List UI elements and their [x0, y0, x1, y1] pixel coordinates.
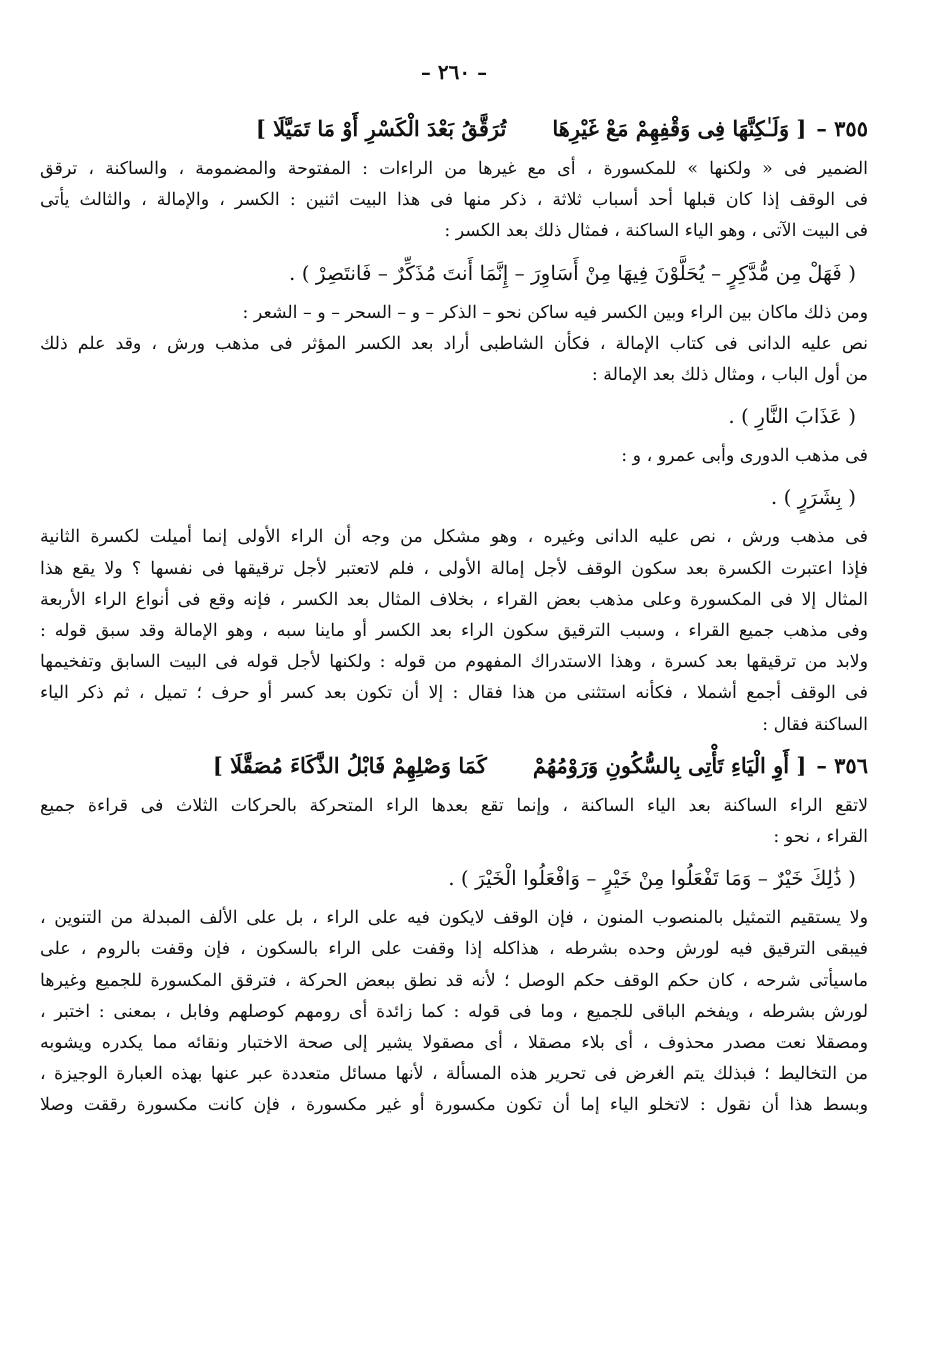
verse-hemistich-first: [ وَلَـٰكِنَّهَا فِى وَقْفِهِمْ مَعْ غَيْرِهَا [552, 116, 807, 141]
text-line: فى الوقف أجمع أشملا ، فكأنه استثنى من هذا فقال : إلا أن تكون بعد كسر أو حرف ؛ تميل ، ثم ذكر الياء [40, 683, 868, 704]
text-line: المثال إلا فى المكسورة وعلى مذهب بعض القراء ، بخلاف المثال بعد الكسر ، فإنه وقع فى أنواع الراء الأربعة [40, 589, 868, 610]
text-line: ولا يستقيم التمثيل بالمنصوب المنون ، فإن الوقف لايكون فيه على الراء ، بل على الألف المبدلة من التنوين ، [40, 908, 868, 929]
verse-355 [40, 104, 868, 154]
verse-356 [40, 741, 868, 791]
text-line: فى مذهب الدورى وأبى عمرو ، و : [621, 446, 868, 467]
text-line: فى مذهب ورش ، نص عليه الدانى وغيره ، وهو مشكل من وجه أن الراء الأولى إنما أميلت لكسرة الثانية [40, 527, 868, 548]
verse-number: ٣٥٦ – [816, 752, 868, 778]
text-line: لاتقع الراء الساكنة بعد الياء الساكنة ، وإنما تقع بعدها الراء المتحركة بالحركات الثلاث فى قراءة جميع [40, 795, 868, 816]
page-number: – ٢٦٠ – [420, 60, 488, 84]
quran-quote: ( فَهَلْ مِن مُّدَّكِرٍ – يُحَلَّوْنَ فِيهَا مِنْ أَسَاوِرَ – إِنَّمَا أَنتَ مُذَكِّرٌ – فَانتَصِرْ ) . [289, 260, 856, 285]
text-line: من التخاليط ؛ فبذلك يتم الغرض فى تحرير هذه المسألة ، لأنها مسائل متعددة عبر عنها بهذه العبارة الوجيزة ، [40, 1064, 868, 1085]
text-line: الضمير فى « ولكنها » للمكسورة ، أى مع غيرها من الراءات : المفتوحة والمضمومة ، والساكنة ، ترقق [40, 159, 868, 179]
text-line: ماسيأتى شرحه ، كان حكم الوقف حكم الوصل ؛ لأنه قد نطق ببعض الحركة ، فترقق المكسورة للجميع وغيرها [40, 970, 868, 991]
text-line: من أول الباب ، ومثال ذلك بعد الإمالة : [591, 365, 868, 386]
text-line: فى البيت الآتى ، وهو الياء الساكنة ، فمثال ذلك بعد الكسر : [444, 221, 868, 242]
text-line: ولابد من ترقيقها بعد كسرة ، وهذا الاستدراك المفهوم من قوله : ولكنها لأجل قوله فى البيت السابق وتفخيمها [40, 652, 868, 673]
text-line: ومصقلا نعت مصدر محذوف ، أى بلاء مصقلا ، أى مصقولا يشير إلى صحة الاختبار ونقائه مما يكدره ويشوبه [40, 1033, 868, 1054]
text-line: الساكنة فقال : [762, 714, 868, 735]
verse-number: ٣٥٥ – [816, 116, 868, 141]
text-line: فى الوقف إذا كان قبلها أحد أسباب ثلاثة ، ذكر منها فى هذا البيت اثنين : الكسر ، والإمالة ، والثالث يأتى [40, 190, 868, 211]
text-line: ومن ذلك ماكان بين الراء وبين الكسر فيه ساكن نحو – الذكر – و – السحر – و – الشعر : [242, 302, 868, 323]
text-line: لورش بشرطه ، ويفخم الباقى للجميع ، وما فى قوله : كما زائدة أى رومهم كوصلهم وفابل ، بمعنى : اختبر ، [40, 1001, 868, 1022]
text-line: القراء ، نحو : [773, 827, 868, 848]
verse-hemistich-second: كَمَا وَصْلِهِمْ فَابْلُ الذَّكَاءَ مُصَقَّلَا ] [212, 752, 487, 778]
verse-hemistich-second: تُرَقَّقُ بَعْدَ الْكَسْرِ أَوْ مَا تَمَيَّلَا ] [255, 116, 507, 141]
quran-quote: ( ذَٰلِكَ خَيْرٌ – وَمَا تَفْعَلُوا مِنْ خَيْرٍ – وَافْعَلُوا الْخَيْرَ ) . [448, 866, 856, 891]
quran-quote: ( بِشَرَرٍ ) . [770, 485, 856, 510]
text-line: وفى مذهب جميع القراء ، وسبب الترقيق سكون الراء بعد الكسر أو ماينا سبه ، وهو الإمالة وقد سبق قوله : [40, 621, 868, 642]
text-line: فإذا اعتبرت الكسرة بعد سكون الوقف لأجل إمالة الأولى ، فلم لاتعتبر لأجل ترقيقها فى نفسها ؟ ولا يقع هذا [40, 558, 868, 579]
quran-quote: ( عَذَابَ النَّارِ ) . [728, 404, 856, 429]
text-line: فيبقى الترقيق فيه لورش وحده بشرطه ، هذاكله إذا وقفت على الراء بالسكون ، فإن وقفت بالروم ، على [40, 939, 868, 960]
verse-hemistich-first: [ أَوِ الْيَاءِ تَأْتِى بِالسُّكُونِ وَرَوْمُهُمْ [532, 752, 807, 778]
text-line: وبسط هذا أن نقول : لاتخلو الياء إما أن تكون مكسورة أو غير مكسورة ، فإن كانت مكسورة رققت وصلا [40, 1095, 868, 1116]
text-line: نص عليه الدانى فى كتاب الإمالة ، فكأن الشاطبى أراد بعد الكسر المؤثر فى مذهب ورش ، وقد علم ذلك [40, 333, 868, 354]
